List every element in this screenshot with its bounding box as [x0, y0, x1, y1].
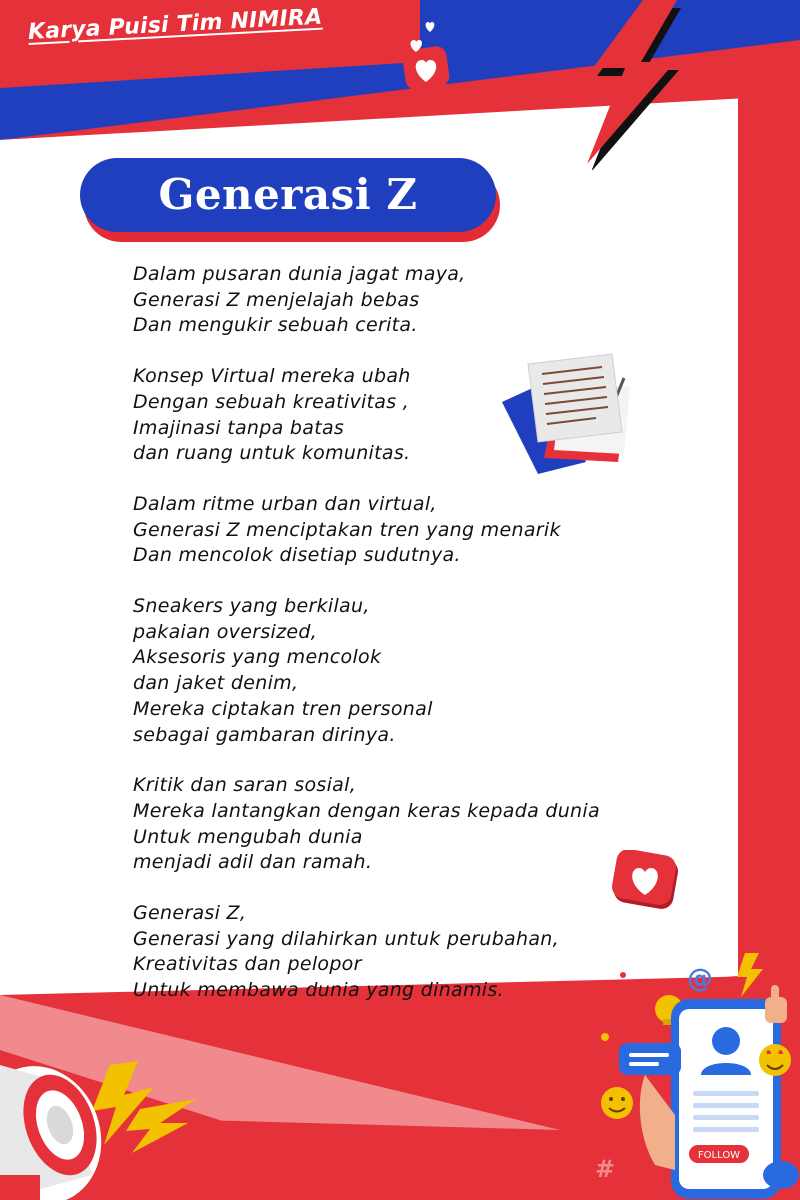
poem-line: sebagai gambaran dirinya. [133, 723, 396, 746]
stanza [133, 262, 653, 339]
poem-line: dan jaket denim, [133, 672, 299, 695]
poem-line: Generasi Z menjelajah bebas [133, 288, 420, 311]
poem-line: Untuk membawa dunia yang dinamis. [133, 979, 504, 1002]
poem-line: Imajinasi tanpa batas [133, 416, 345, 439]
at-sign-icon: @ [687, 964, 713, 994]
poem-line: Generasi Z, [133, 902, 247, 925]
lightning-bolt-icon [565, 0, 690, 170]
poem-line: Dengan sebuah kreativitas , [133, 390, 410, 413]
document-icon [498, 350, 658, 480]
follow-button-label: FOLLOW [697, 1150, 741, 1161]
hashtag-icon: # [595, 1155, 616, 1183]
poem-line: Mereka ciptakan tren personal [133, 697, 433, 720]
poem-line: Aksesoris yang mencolok [133, 646, 382, 669]
poem-line: Konsep Virtual mereka ubah [133, 365, 411, 388]
header-title: Karya Puisi Tim NIMIRA [27, 4, 323, 45]
poem-line: Dalam ritme urban dan virtual, [133, 492, 437, 515]
title-banner [80, 158, 500, 244]
stanza [133, 594, 653, 748]
poem-line: Mereka lantangkan dengan keras kepada dunia [133, 799, 600, 822]
poem-line: Untuk mengubah dunia [133, 825, 363, 848]
poem-line: Kritik dan saran sosial, [133, 774, 357, 797]
poem-line: Dan mengukir sebuah cerita. [133, 314, 418, 337]
poem-line: Generasi yang dilahirkan untuk perubahan, [133, 927, 559, 950]
phone-follow-icon [575, 945, 800, 1200]
poem-line: Sneakers yang berkilau, [133, 595, 370, 618]
poem-line: pakaian oversized, [133, 620, 318, 643]
poem-line: Dan mencolok disetiap sudutnya. [133, 544, 461, 567]
poem-line: Generasi Z menciptakan tren yang menarik [133, 518, 561, 541]
poem-line: dan ruang untuk komunitas. [133, 442, 411, 465]
poem-line: menjadi adil dan ramah. [133, 851, 373, 874]
stanza [133, 492, 653, 569]
poem-line: Kreativitas dan pelopor [133, 953, 362, 976]
stanza [133, 773, 653, 876]
poem-title: Generasi Z [158, 170, 418, 219]
heart-notification-icon [398, 8, 458, 93]
heart-notification-icon [612, 850, 682, 912]
megaphone-icon [0, 1025, 200, 1200]
poem-line: Dalam pusaran dunia jagat maya, [133, 263, 466, 285]
